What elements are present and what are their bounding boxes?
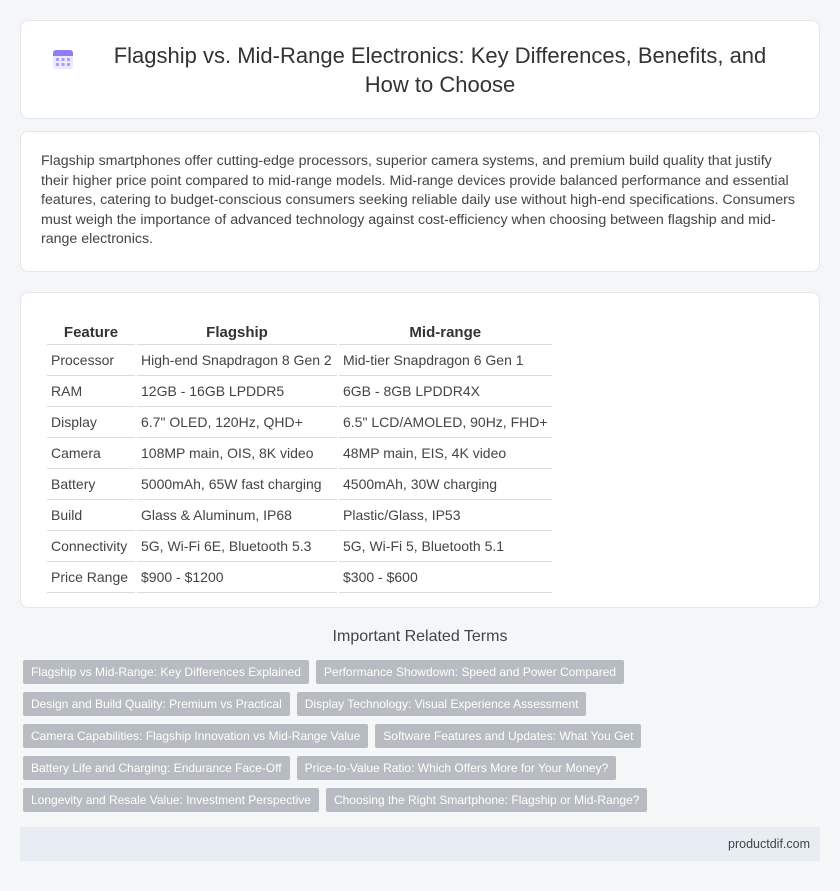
table-cell: Battery xyxy=(47,469,135,500)
calendar-icon xyxy=(51,47,75,71)
table-cell: Price Range xyxy=(47,562,135,593)
table-cell: 6.5" LCD/AMOLED, 90Hz, FHD+ xyxy=(339,407,552,438)
column-header-mid-range: Mid-range xyxy=(339,315,552,345)
tag-row xyxy=(23,660,823,684)
table-row xyxy=(47,500,552,531)
table-cell: 5000mAh, 65W fast charging xyxy=(137,469,337,500)
table-cell: Processor xyxy=(47,345,135,376)
related-term-link[interactable]: Price-to-Value Ratio: Which Offers More for Your Money? xyxy=(297,756,617,780)
table-cell: 4500mAh, 30W charging xyxy=(339,469,552,500)
intro-paragraph: Flagship smartphones offer cutting-edge processors, superior camera systems, and premium build quality that justify their higher price point compared to mid-range models. Mid-range devices provide balanced performance and essential features, catering to budget-conscious consumers seeking reliable daily use without high-end specifications. Consumers must weigh the importance of advanced technology against cost-efficiency when choosing between flagship and mid-range electronics. xyxy=(41,153,795,248)
related-terms-list xyxy=(23,660,823,820)
table-header-row xyxy=(47,315,552,345)
table-cell: 5G, Wi-Fi 5, Bluetooth 5.1 xyxy=(339,531,552,562)
column-header-flagship: Flagship xyxy=(137,315,337,345)
table-cell: Display xyxy=(47,407,135,438)
table-cell: Connectivity xyxy=(47,531,135,562)
related-term-link[interactable]: Design and Build Quality: Premium vs Practical xyxy=(23,692,290,716)
table-cell: 12GB - 16GB LPDDR5 xyxy=(137,376,337,407)
related-term-link[interactable]: Software Features and Updates: What You Get xyxy=(375,724,641,748)
table-cell: 108MP main, OIS, 8K video xyxy=(137,438,337,469)
table-cell: Mid-tier Snapdragon 6 Gen 1 xyxy=(339,345,552,376)
table-cell: 5G, Wi-Fi 6E, Bluetooth 5.3 xyxy=(137,531,337,562)
table-cell: 6GB - 8GB LPDDR4X xyxy=(339,376,552,407)
related-term-link[interactable]: Camera Capabilities: Flagship Innovation vs Mid-Range Value xyxy=(23,724,368,748)
comparison-table-card xyxy=(20,292,820,608)
page-title: Flagship vs. Mid-Range Electronics: Key Differences, Benefits, and How to Choose xyxy=(113,42,767,97)
table-cell: 48MP main, EIS, 4K video xyxy=(339,438,552,469)
related-term-link[interactable]: Battery Life and Charging: Endurance Face-Off xyxy=(23,756,290,780)
related-terms-heading: Important Related Terms xyxy=(332,628,508,645)
intro-card xyxy=(20,131,820,272)
table-cell: Plastic/Glass, IP53 xyxy=(339,500,552,531)
related-term-link[interactable]: Longevity and Resale Value: Investment Perspective xyxy=(23,788,319,812)
table-row xyxy=(47,376,552,407)
table-cell: 6.7" OLED, 120Hz, QHD+ xyxy=(137,407,337,438)
related-term-link[interactable]: Display Technology: Visual Experience Assessment xyxy=(297,692,587,716)
table-row xyxy=(47,562,552,593)
table-row xyxy=(47,345,552,376)
table-cell: High-end Snapdragon 8 Gen 2 xyxy=(137,345,337,376)
tag-row xyxy=(23,692,823,716)
related-term-link[interactable]: Flagship vs Mid-Range: Key Differences Explained xyxy=(23,660,309,684)
tag-row xyxy=(23,788,823,812)
tag-row xyxy=(23,724,823,748)
tag-row xyxy=(23,756,823,780)
table-cell: $300 - $600 xyxy=(339,562,552,593)
table-row xyxy=(47,407,552,438)
table-cell: Camera xyxy=(47,438,135,469)
table-cell: $900 - $1200 xyxy=(137,562,337,593)
comparison-table xyxy=(45,315,554,593)
related-term-link[interactable]: Performance Showdown: Speed and Power Compared xyxy=(316,660,624,684)
header-card xyxy=(20,20,820,119)
footer-site-name: productdif.com xyxy=(728,837,810,851)
column-header-feature: Feature xyxy=(47,315,135,345)
table-row xyxy=(47,531,552,562)
table-cell: Build xyxy=(47,500,135,531)
related-term-link[interactable]: Choosing the Right Smartphone: Flagship or Mid-Range? xyxy=(326,788,648,812)
table-row xyxy=(47,469,552,500)
table-cell: Glass & Aluminum, IP68 xyxy=(137,500,337,531)
table-cell: RAM xyxy=(47,376,135,407)
footer xyxy=(20,827,820,861)
table-row xyxy=(47,438,552,469)
